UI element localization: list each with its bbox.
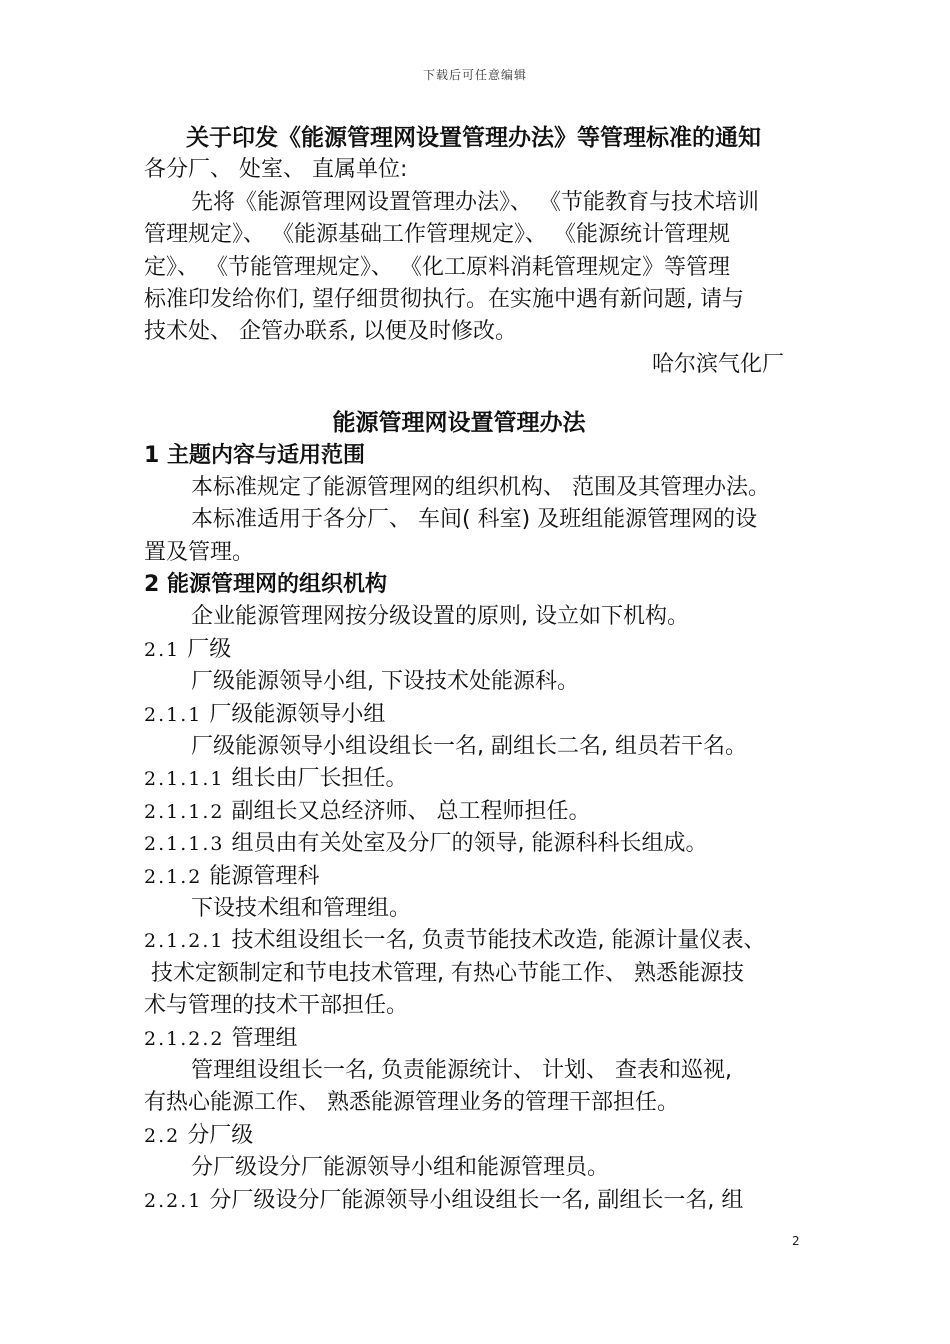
notice-signature: 哈尔滨气化厂 (651, 351, 784, 377)
clause (144, 861, 814, 893)
document-body (144, 122, 814, 1217)
clause-continuation: 术与管理的技术干部担任。 (144, 993, 409, 1019)
clause (144, 1185, 814, 1217)
notice-body-line: 管理规定》、 《能源基础工作管理规定》、 《能源统计管理规 (144, 222, 730, 248)
clause-title: 分厂级 (187, 1122, 254, 1148)
notice-body-line: 技术处、 企管办联系, 以便及时修改。 (144, 319, 517, 345)
paragraph: 本标准规定了能源管理网的组织机构、 范围及其管理办法。 (191, 474, 770, 500)
clause-number: 2.1.2.1 (144, 930, 225, 953)
clause-title: 能源管理科 (209, 863, 320, 889)
clause-number: 2.1 (144, 638, 181, 661)
document-title: 能源管理网设置管理办法 (332, 410, 586, 437)
notice-title: 关于印发《能源管理网设置管理办法》等管理标准的通知 (186, 125, 761, 151)
clause-number: 2.2 (144, 1124, 181, 1147)
paragraph: 置及管理。 (144, 539, 255, 565)
spacer (144, 381, 814, 407)
section-heading: 1 主题内容与适用范围 (144, 442, 365, 468)
paragraph: 下设技术组和管理组。 (191, 895, 412, 921)
notice-body-line: 先将《能源管理网设置管理办法》、 《节能教育与技术培训 (191, 189, 759, 215)
notice-body-line: 定》、 《节能管理规定》、 《化工原料消耗管理规定》等管理 (144, 254, 730, 280)
clause (144, 828, 814, 860)
paragraph: 厂级能源领导小组设组长一名, 副组长二名, 组员若干名。 (191, 734, 747, 760)
clause-number: 2.1.1.2 (144, 800, 225, 823)
paragraph: 本标准适用于各分厂、 车间( 科室) 及班组能源管理网的设 (191, 507, 758, 533)
clause (144, 1120, 814, 1152)
paragraph: 厂级能源领导小组, 下设技术处能源科。 (191, 669, 579, 695)
clause-number: 2.1.1.1 (144, 768, 225, 791)
clause-text: 组长由厂长担任。 (231, 766, 408, 792)
page-number: 2 (792, 1234, 800, 1248)
clause-number: 2.1.2.2 (144, 1027, 225, 1050)
notice-body-line: 标准印发给你们, 望仔细贯彻执行。在实施中遇有新问题, 请与 (144, 286, 744, 312)
clause-number: 2.1.1 (144, 703, 203, 726)
clause-text: 分厂级设分厂能源领导小组设组长一名, 副组长一名, 组 (209, 1187, 744, 1213)
clause (144, 699, 814, 731)
clause-text: 技术组设组长一名, 负责节能技术改造, 能源计量仪表、 (231, 928, 766, 954)
clause (144, 634, 814, 666)
clause-number: 2.1.1.3 (144, 833, 225, 856)
clause-number: 2.1.2 (144, 865, 203, 888)
clause (144, 796, 814, 828)
clause-text: 组员由有关处室及分厂的领导, 能源科科长组成。 (231, 831, 708, 857)
clause (144, 925, 814, 957)
clause-title: 厂级 (187, 636, 232, 662)
clause-continuation: 技术定额制定和节电技术管理, 有热心节能工作、 熟悉能源技 (144, 960, 744, 986)
section-heading: 2 能源管理网的组织机构 (144, 572, 387, 598)
clause (144, 763, 814, 795)
paragraph: 有热心能源工作、 熟悉能源管理业务的管理干部担任。 (144, 1090, 679, 1116)
notice-salutation: 各分厂、 处室、 直属单位: (144, 157, 408, 183)
clause-title: 厂级能源领导小组 (209, 701, 386, 727)
clause-number: 2.2.1 (144, 1189, 203, 1212)
paragraph: 管理组设组长一名, 负责能源统计、 计划、 查表和巡视, (191, 1057, 732, 1083)
clause-title: 管理组 (231, 1025, 298, 1051)
paragraph: 分厂级设分厂能源领导小组和能源管理员。 (191, 1155, 610, 1181)
paragraph: 企业能源管理网按分级设置的原则, 设立如下机构。 (191, 604, 689, 630)
header-note: 下载后可任意编辑 (422, 68, 527, 82)
clause-text: 副组长又总经济师、 总工程师担任。 (231, 798, 591, 824)
clause (144, 1023, 814, 1055)
